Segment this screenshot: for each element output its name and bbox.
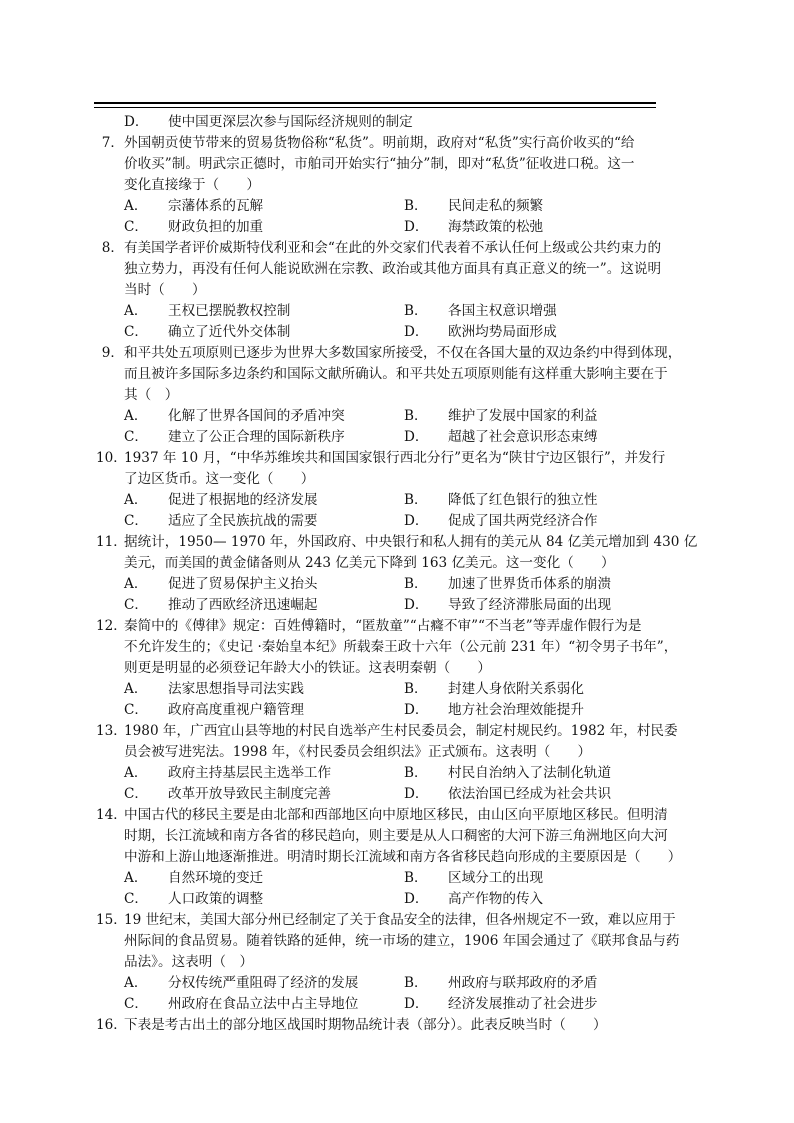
option-letter: B． (404, 870, 428, 886)
answer-option[interactable] (124, 490, 404, 511)
answer-option[interactable] (404, 973, 684, 994)
option-text: 促进了根据地的经济发展 (168, 492, 318, 508)
option-row (96, 196, 742, 217)
option-text: 海禁政策的松弛 (448, 219, 544, 235)
question-number: 15． (96, 912, 127, 928)
question-stem-line (96, 931, 742, 952)
answer-option[interactable] (404, 595, 684, 616)
answer-option[interactable] (404, 301, 684, 322)
question-stem-line (96, 469, 742, 490)
option-row (96, 490, 742, 511)
option-letter: A． (124, 492, 148, 508)
question-9 (96, 343, 742, 448)
option-row (96, 700, 742, 721)
question-stem-line (96, 448, 742, 469)
question-15 (96, 910, 742, 1015)
answer-option[interactable] (124, 301, 404, 322)
option-text: 人口政策的调整 (168, 891, 264, 907)
option-text: 维护了发展中国家的利益 (448, 408, 598, 424)
option-text: 自然环境的变迁 (168, 870, 264, 886)
question-text: 外国朝贡使节带来的贸易货物俗称“私货”。明前期，政府对“私货”实行高价收买的“给 (124, 135, 635, 151)
question-10 (96, 448, 742, 532)
question-13 (96, 721, 742, 805)
option-text: 降低了红色银行的独立性 (448, 492, 598, 508)
question-stem-line (96, 616, 742, 637)
answer-option[interactable] (124, 868, 404, 889)
option-letter: C． (124, 219, 148, 235)
answer-option[interactable] (404, 196, 684, 217)
question-text: 了边区货币。这一变化（ ） (124, 471, 315, 487)
option-letter: C． (124, 891, 148, 907)
answer-option[interactable] (124, 406, 404, 427)
option-row (96, 322, 742, 343)
answer-option[interactable] (124, 700, 404, 721)
answer-option[interactable] (404, 490, 684, 511)
question-text: 则更是明显的必须登记年龄大小的铁证。这表明秦朝（ ） (124, 660, 492, 676)
answer-option[interactable] (404, 994, 684, 1015)
option-letter: B． (404, 975, 428, 991)
question-stem-line (96, 658, 742, 679)
question-stem-line (96, 385, 742, 406)
option-letter: D． (404, 597, 429, 613)
option-text: 推动了西欧经济迅速崛起 (168, 597, 318, 613)
question-number: 10． (96, 450, 127, 466)
option-letter: D． (404, 786, 429, 802)
option-letter: B． (404, 765, 428, 781)
answer-option[interactable] (404, 679, 684, 700)
question-stem-line (96, 154, 742, 175)
question-text: 州际间的食品贸易。随着铁路的延伸，统一市场的建立，1906 年国会通过了《联邦食品与药 (124, 933, 680, 949)
answer-option[interactable] (404, 763, 684, 784)
option-text: 政府主持基层民主选举工作 (168, 765, 332, 781)
question-stem-line (96, 952, 742, 973)
question-text: 有美国学者评价威斯特伐利亚和会“在此的外交家们代表着不承认任何上级或公共约束力的 (124, 240, 662, 256)
option-text: 分权传统严重阻碍了经济的发展 (168, 975, 359, 991)
answer-option[interactable] (404, 427, 684, 448)
exam-page-content (96, 112, 742, 1036)
answer-option[interactable] (124, 427, 404, 448)
answer-option[interactable] (124, 574, 404, 595)
question-text: 变化直接缘于（ ） (124, 177, 260, 193)
question-text: 品法》。这表明（ ） (124, 954, 254, 970)
option-row (96, 301, 742, 322)
option-letter: D． (404, 324, 429, 340)
question-stem-line (96, 805, 742, 826)
option-text: 村民自治纳入了法制化轨道 (448, 765, 612, 781)
option-letter: A． (124, 870, 148, 886)
question-stem-line (96, 742, 742, 763)
option-row (96, 994, 742, 1015)
option-row (96, 889, 742, 910)
option-text: 改革开放导致民主制度完善 (168, 786, 332, 802)
question-7 (96, 133, 742, 238)
question-text: 不允许发生的；《史记 ·秦始皇本纪》所载秦王政十六年（公元前 231 年）“初令男子书年”， (124, 639, 678, 655)
option-text: 促成了国共两党经济合作 (448, 513, 598, 529)
question-12 (96, 616, 742, 721)
option-text: 封建人身依附关系弱化 (448, 681, 584, 697)
question-number: 13． (96, 723, 127, 739)
option-letter: C． (124, 702, 148, 718)
question-text: 而且被许多国际多边条约和国际文献所确认。和平共处五项原则能有这样重大影响主要在于 (124, 366, 668, 382)
option-row (96, 406, 742, 427)
answer-option[interactable] (404, 784, 684, 805)
answer-option[interactable] (124, 322, 404, 343)
answer-option[interactable] (404, 700, 684, 721)
option-text: 王权已摆脱教权控制 (168, 303, 291, 319)
question-text: 1937 年 10 月，“中华苏维埃共和国国家银行西北分行”更名为“陕甘宁边区银行”，并发行 (124, 450, 666, 466)
answer-option[interactable] (124, 973, 404, 994)
question-11 (96, 532, 742, 616)
answer-option[interactable] (124, 196, 404, 217)
question-stem-line (96, 343, 742, 364)
question-number: 16． (96, 1017, 127, 1033)
question-stem-line (96, 1015, 742, 1036)
option-letter: B． (404, 576, 428, 592)
question-list (96, 133, 742, 1036)
option-text: 化解了世界各国间的矛盾冲突 (168, 408, 345, 424)
option-text: 导致了经济滞胀局面的出现 (448, 597, 612, 613)
prev-question-option-d (96, 112, 742, 133)
question-text: 时期，长江流域和南方各省的移民趋向，则主要是从人口稠密的大河下游三角洲地区向大河 (124, 828, 668, 844)
option-row (96, 574, 742, 595)
option-text: 高产作物的传入 (448, 891, 544, 907)
option-text: 各国主权意识增强 (448, 303, 557, 319)
question-8 (96, 238, 742, 343)
header-rule-thin (94, 107, 656, 108)
answer-option[interactable] (404, 322, 684, 343)
option-letter: D． (404, 513, 429, 529)
option-text: 地方社会治理效能提升 (448, 702, 584, 718)
question-stem-line (96, 826, 742, 847)
answer-option[interactable] (124, 679, 404, 700)
question-stem-line (96, 847, 742, 868)
option-letter: A． (124, 198, 148, 214)
answer-option[interactable] (124, 595, 404, 616)
option-letter: C． (124, 996, 148, 1012)
option-text: 民间走私的频繁 (448, 198, 544, 214)
option-text: 政府高度重视户籍管理 (168, 702, 304, 718)
option-text: 宗藩体系的瓦解 (168, 198, 264, 214)
option-letter: D． (404, 429, 429, 445)
option-text: 依法治国已经成为社会共识 (448, 786, 612, 802)
question-number: 7． (101, 135, 124, 151)
option-letter: D． (124, 114, 149, 130)
option-text: 法家思想指导司法实践 (168, 681, 304, 697)
option-row (96, 763, 742, 784)
answer-option[interactable] (404, 868, 684, 889)
answer-option[interactable] (404, 406, 684, 427)
question-text: 其（ ） (124, 387, 179, 403)
answer-option[interactable] (124, 994, 404, 1015)
option-letter: C． (124, 597, 148, 613)
question-text: 员会被写进宪法。1998 年，《村民委员会组织法》正式颁布。这表明（ ） (124, 744, 592, 760)
answer-option[interactable] (404, 889, 684, 910)
question-text: 1980 年，广西宜山县等地的村民自选举产生村民委员会，制定村规民约。1982 年，村民委 (124, 723, 678, 739)
option-letter: D． (404, 702, 429, 718)
question-text: 据统计，1950— 1970 年，外国政府、中央银行和私人拥有的美元从 84 亿美元增加到 430 亿 (124, 534, 698, 550)
question-text: 中国古代的移民主要是由北部和西部地区向中原地区移民，由山区向平原地区移民。但明清 (124, 807, 668, 823)
question-stem-line (96, 637, 742, 658)
answer-option[interactable] (124, 511, 404, 532)
option-text: 经济发展推动了社会进步 (448, 996, 598, 1012)
answer-option[interactable] (404, 574, 684, 595)
option-letter: C． (124, 786, 148, 802)
question-stem-line (96, 721, 742, 742)
option-letter: B． (404, 492, 428, 508)
option-row (96, 511, 742, 532)
option-letter: C． (124, 513, 148, 529)
option-text: 超越了社会意识形态束缚 (448, 429, 598, 445)
option-row (96, 973, 742, 994)
option-text: 州政府在食品立法中占主导地位 (168, 996, 359, 1012)
option-letter: D． (404, 996, 429, 1012)
option-row (96, 427, 742, 448)
question-14 (96, 805, 742, 910)
option-letter: A． (124, 975, 148, 991)
option-letter: A． (124, 408, 148, 424)
answer-option[interactable] (404, 217, 684, 238)
question-stem-line (96, 133, 742, 154)
option-text: 促进了贸易保护主义抬头 (168, 576, 318, 592)
question-16 (96, 1015, 742, 1036)
option-letter: A． (124, 765, 148, 781)
option-letter: B． (404, 681, 428, 697)
question-text: 独立势力，再没有任何人能说欧洲在宗教、政治或其他方面具有真正意义的统一”。这说明 (124, 261, 662, 277)
question-number: 12． (96, 618, 127, 634)
question-text: 和平共处五项原则已逐步为世界大多数国家所接受，不仅在各国大量的双边条约中得到体现， (124, 345, 682, 361)
option-text: 使中国更深层次参与国际经济规则的制定 (168, 114, 413, 130)
question-stem-line (96, 238, 742, 259)
answer-option[interactable] (124, 217, 404, 238)
option-text: 适应了全民族抗战的需要 (168, 513, 318, 529)
question-stem-line (96, 175, 742, 196)
answer-option[interactable] (404, 511, 684, 532)
option-row (96, 217, 742, 238)
question-text: 美元，而美国的黄金储备则从 243 亿美元下降到 163 亿美元。这一变化（ ） (124, 555, 615, 571)
question-text: 当时（ ） (124, 282, 206, 298)
question-number: 14． (96, 807, 127, 823)
option-letter: C． (124, 324, 148, 340)
option-row (96, 595, 742, 616)
option-text: 确立了近代外交体制 (168, 324, 291, 340)
option-letter: B． (404, 303, 428, 319)
option-letter: A． (124, 303, 148, 319)
header-rule-thick (94, 102, 656, 106)
answer-option[interactable] (124, 889, 404, 910)
option-letter: A． (124, 681, 148, 697)
option-text: 欧洲均势局面形成 (448, 324, 557, 340)
question-text: 中游和上游山地逐渐推进。明清时期长江流域和南方各省移民趋向形成的主要原因是（ ） (124, 849, 682, 865)
option-text: 建立了公正合理的国际新秩序 (168, 429, 345, 445)
question-stem-line (96, 553, 742, 574)
question-text: 下表是考古出土的部分地区战国时期物品统计表（部分）。此表反映当时（ ） (124, 1017, 607, 1033)
option-row (96, 868, 742, 889)
answer-option[interactable] (124, 763, 404, 784)
question-text: 19 世纪末，美国大部分州已经制定了关于食品安全的法律，但各州规定不一致，难以应用于 (124, 912, 676, 928)
option-text: 加速了世界货币体系的崩溃 (448, 576, 612, 592)
option-letter: D． (404, 891, 429, 907)
question-stem-line (96, 259, 742, 280)
question-stem-line (96, 364, 742, 385)
option-row (96, 784, 742, 805)
option-text: 财政负担的加重 (168, 219, 264, 235)
option-letter: B． (404, 198, 428, 214)
question-text: 秦简中的《傅律》规定：百姓傅籍时，“匿敖童”“占癃不审”“不当老”等弄虚作假行为是 (124, 618, 642, 634)
question-stem-line (96, 280, 742, 301)
option-text: 区域分工的出现 (448, 870, 544, 886)
option-letter: A． (124, 576, 148, 592)
option-row (96, 679, 742, 700)
answer-option[interactable] (124, 784, 404, 805)
option-letter: C． (124, 429, 148, 445)
option-letter: D． (404, 219, 429, 235)
question-number: 9． (101, 345, 124, 361)
option-text: 州政府与联邦政府的矛盾 (448, 975, 598, 991)
question-number: 8． (101, 240, 124, 256)
question-stem-line (96, 532, 742, 553)
question-stem-line (96, 910, 742, 931)
question-number: 11． (96, 534, 127, 550)
question-text: 价收买”制。明武宗正德时，市舶司开始实行“抽分”制，即对“私货”征收进口税。这一 (124, 156, 635, 172)
option-letter: B． (404, 408, 428, 424)
